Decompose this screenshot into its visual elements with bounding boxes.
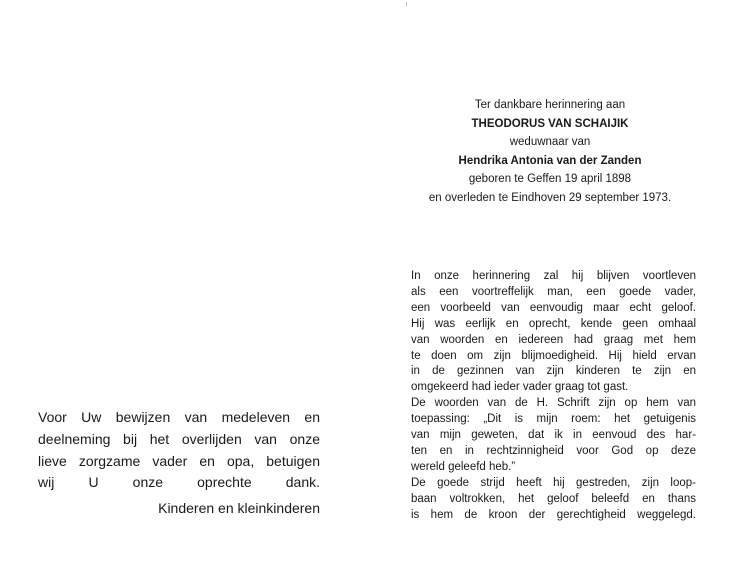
fold-mark <box>406 2 407 7</box>
remembrance-line: van woorden en iedereen had graag met hem <box>411 333 696 346</box>
dedication-line: Ter dankbare herinnering aan <box>474 99 626 111</box>
thanks-line: deelneming bij het overlijden van onze <box>38 430 320 447</box>
remembrance-line: toepassing: „Dit is mijn roem: het getuigenis <box>411 413 696 426</box>
remembrance-line: baan voltrokken, het geloof beleefd en thans <box>411 492 696 505</box>
remembrance-line: Hij was eerlijk en oprecht, kende geen omhaal <box>411 317 696 330</box>
remembrance-line: De woorden van de H. Schrift zijn op hem van <box>411 397 696 410</box>
remembrance-line: ten en in rechtzinnigheid voor God op deze <box>411 444 696 457</box>
relation-line: weduwnaar van <box>509 136 591 149</box>
signature: Kinderen en kleinkinderen <box>158 500 320 516</box>
remembrance-line: wereld geleefd heb.” <box>411 460 516 473</box>
remembrance-line: In onze herinnering zal hij blijven voortleven <box>411 270 696 282</box>
thanks-line: lieve zorgzame vader en opa, betuigen <box>38 452 320 469</box>
death-line: en overleden te Eindhoven 29 september 1973. <box>428 191 672 204</box>
remembrance-line: De goede strijd heeft hij gestreden, zijn loop- <box>411 476 696 489</box>
thanks-line: wij U onze oprechte dank. <box>38 474 320 491</box>
spouse-name: Hendrika Antonia van der Zanden <box>458 154 642 167</box>
remembrance-line: is hem de kroon der gerechtigheid weggelegd. <box>411 508 696 521</box>
remembrance-line: omgekeerd had ieder vader graag tot gast. <box>411 381 629 394</box>
thanks-text <box>38 407 320 494</box>
remembrance-line: in de gezinnen van zijn kinderen te zijn en <box>411 365 696 378</box>
remembrance-text <box>411 269 696 524</box>
remembrance-line: als een voortreffelijk man, een goede vader, <box>411 285 696 298</box>
birth-line: geboren te Geffen 19 april 1898 <box>468 173 632 186</box>
deceased-name: THEODORUS VAN SCHAIJIK <box>471 117 629 130</box>
remembrance-line: te doen om zijn blijmoedigheid. Hij hield ervan <box>411 349 696 362</box>
memorial-header <box>400 96 700 208</box>
remembrance-line: een voorbeeld van eenvoudig maar echt geloof. <box>411 301 696 314</box>
thanks-line: Voor Uw bewijzen van medeleven en <box>38 409 320 425</box>
remembrance-line: van mijn geweten, dat ik in eenvoud des har- <box>411 429 696 442</box>
